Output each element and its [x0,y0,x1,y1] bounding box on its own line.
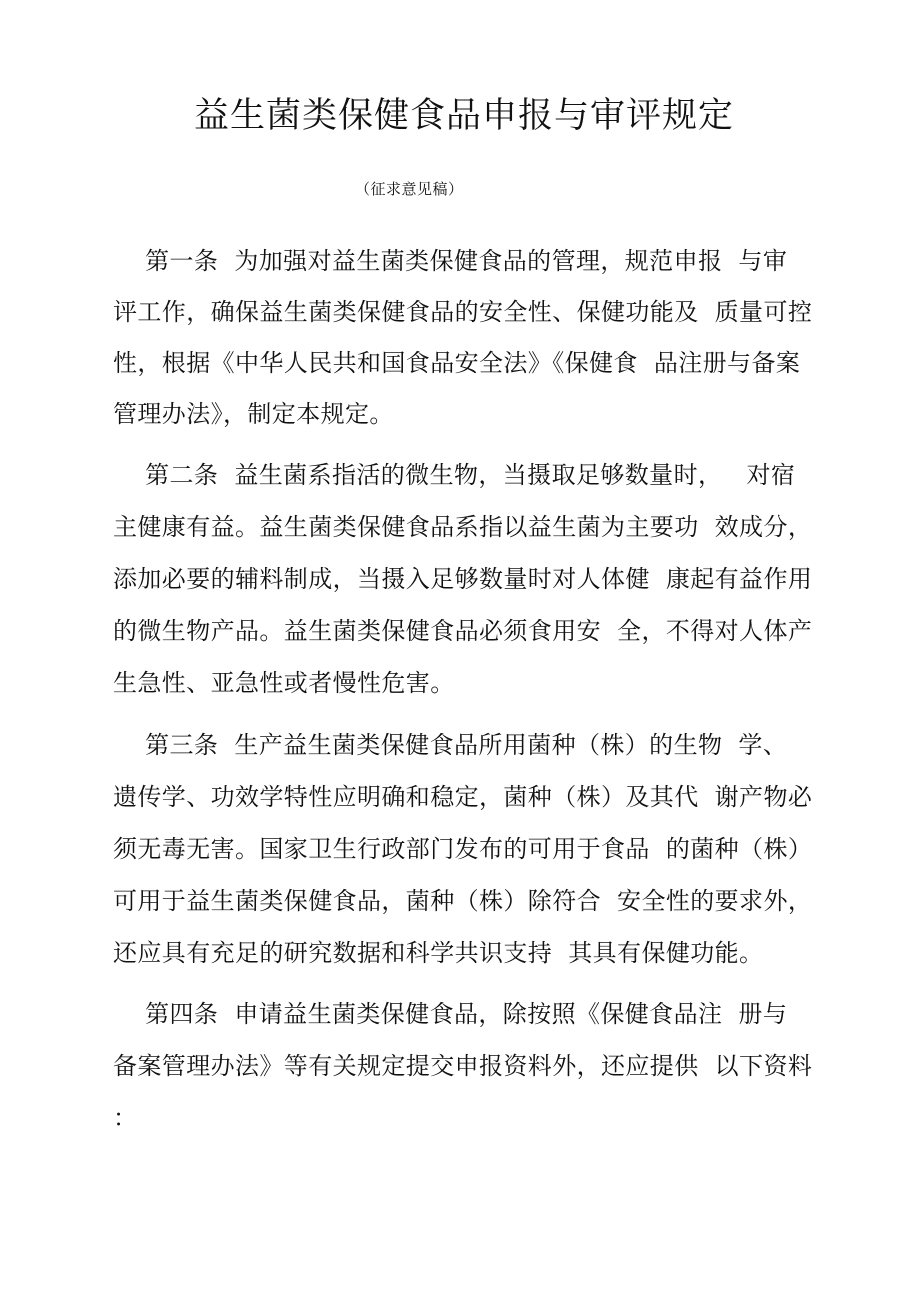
body-line: 管理办法》，制定本规定。 [113,400,394,428]
body-line: 的微生物产品。益生菌类保健食品必须食用安 全，不得对人体产 [113,617,813,645]
body-line: 主健康有益。益生菌类保健食品系指以益生菌为主要功 效成分， [113,513,813,541]
body-line: 可用于益生菌类保健食品，菌种（株）除符合 安全性的要求外， [113,887,813,915]
body-line: 第三条 生产益生菌类保健食品所用菌种（株）的生物 学、 [113,731,788,759]
body-line: 第二条 益生菌系指活的微生物，当摄取足够数量时， 对宿 [113,461,796,489]
body-line: 添加必要的辅料制成，当摄入足够数量时对人体健 康起有益作用 [113,565,813,593]
document-subtitle: （征求意见稿） [355,180,464,198]
body-line: 备案管理办法》等有关规定提交申报资料外，还应提供 以下资料 [113,1052,813,1080]
body-line: 生急性、亚急性或者慢性危害。 [113,669,455,697]
body-line: 遗传学、功效学特性应明确和稳定，菌种（株）及其代 谢产物必 [113,783,813,811]
body-line: 第四条 申请益生菌类保健食品，除按照《保健食品注 册与 [113,1000,788,1028]
body-line: 评工作，确保益生菌类保健食品的安全性、保健功能及 质量可控 [113,298,813,326]
body-line: 第一条 为加强对益生菌类保健食品的管理，规范申报 与审 [113,247,788,275]
body-line: ： [113,1104,138,1132]
body-line: 还应具有充足的研究数据和科学共识支持 其具有保健功能。 [113,939,764,967]
body-line: 性，根据《中华人民共和国食品安全法》《保健食 品注册与备案 [113,349,801,377]
document-title: 益生菌类保健食品申报与审评规定 [193,96,734,136]
body-line: 须无毒无害。国家卫生行政部门发布的可用于食品 的菌种（株） [113,835,813,863]
